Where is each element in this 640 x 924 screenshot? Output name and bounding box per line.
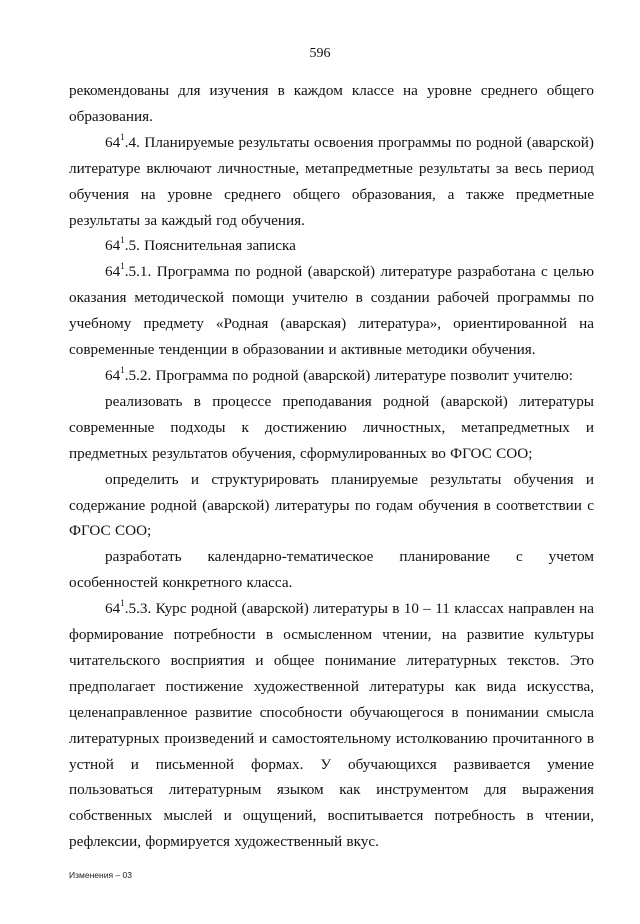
paragraph-text: .5.3. Курс родной (аварской) литературы в 10 – 11 классах направлен на формирование потребности в осмысленном чтении, на развитие культуры читательского восприятия и общее понимание литературных текстов. Это предполагает постижение художественной литературы как вида искусства, целенаправленное развитие способности обучающегося в понимании смысла литературных произведений и самостоятельному истолкованию прочитанного в устной и письменной формах. У обучающихся развивается умение пользоваться литературным языком как инструментом для выражения собственных мыслей и ощущений, воспитывается потребность в чтении, рефлексии, формируется художественный вкус. <box>69 600 594 851</box>
section-number: 64 <box>105 366 121 384</box>
paragraph-text: разработать календарно-тематическое планирование с учетом особенностей конкретного класса. <box>69 548 594 592</box>
section-superscript: 1 <box>120 131 125 142</box>
section-number: 64 <box>105 237 121 255</box>
section-number: 64 <box>105 600 121 618</box>
section-superscript: 1 <box>120 261 125 272</box>
list-item-define <box>69 467 594 545</box>
paragraph-planned-results <box>69 130 594 234</box>
paragraph-continuation <box>69 78 594 130</box>
paragraph-text: определить и структурировать планируемые результаты обучения и содержание родной (аварской) литературы по годам обучения в соответствии с ФГОС СОО; <box>69 470 594 540</box>
section-number: 64 <box>105 133 121 151</box>
paragraph-text: рекомендованы для изучения в каждом классе на уровне среднего общего образования. <box>69 82 594 125</box>
paragraph-program-purpose <box>69 259 594 363</box>
footer-revision-note: Изменения – 03 <box>69 870 132 880</box>
paragraph-text: реализовать в процессе преподавания родной (аварской) литературы современные подходы к достижению личностных, метапредметных и предметных результатов обучения, сформулированных во ФГОС СОО; <box>69 392 594 462</box>
section-superscript: 1 <box>120 598 125 609</box>
paragraph-text: .5. Пояснительная записка <box>124 237 296 255</box>
paragraph-explanatory-note-heading <box>69 233 594 259</box>
page-number: 596 <box>309 46 331 61</box>
paragraph-course-description <box>69 596 594 855</box>
section-superscript: 1 <box>120 364 125 375</box>
list-item-develop <box>69 544 594 596</box>
paragraph-text: .4. Планируемые результаты освоения программы по родной (аварской) литературе включают личностные, метапредметные результаты за весь период обучения на уровне среднего общего образования, а также предметные результаты за каждый год обучения. <box>69 133 594 229</box>
section-number: 64 <box>105 263 121 281</box>
paragraph-text: .5.1. Программа по родной (аварской) литературе разработана с целью оказания методической помощи учителю в создании рабочей программы по учебному предмету «Родная (аварская) литература», ориентированной на современные тенденции в образовании и активные методики обучения. <box>69 263 594 359</box>
paragraph-text: .5.2. Программа по родной (аварской) литературе позволит учителю: <box>124 366 573 384</box>
list-item-implement <box>69 389 594 467</box>
document-body <box>69 78 594 855</box>
paragraph-program-allows <box>69 363 594 389</box>
section-superscript: 1 <box>120 235 125 246</box>
